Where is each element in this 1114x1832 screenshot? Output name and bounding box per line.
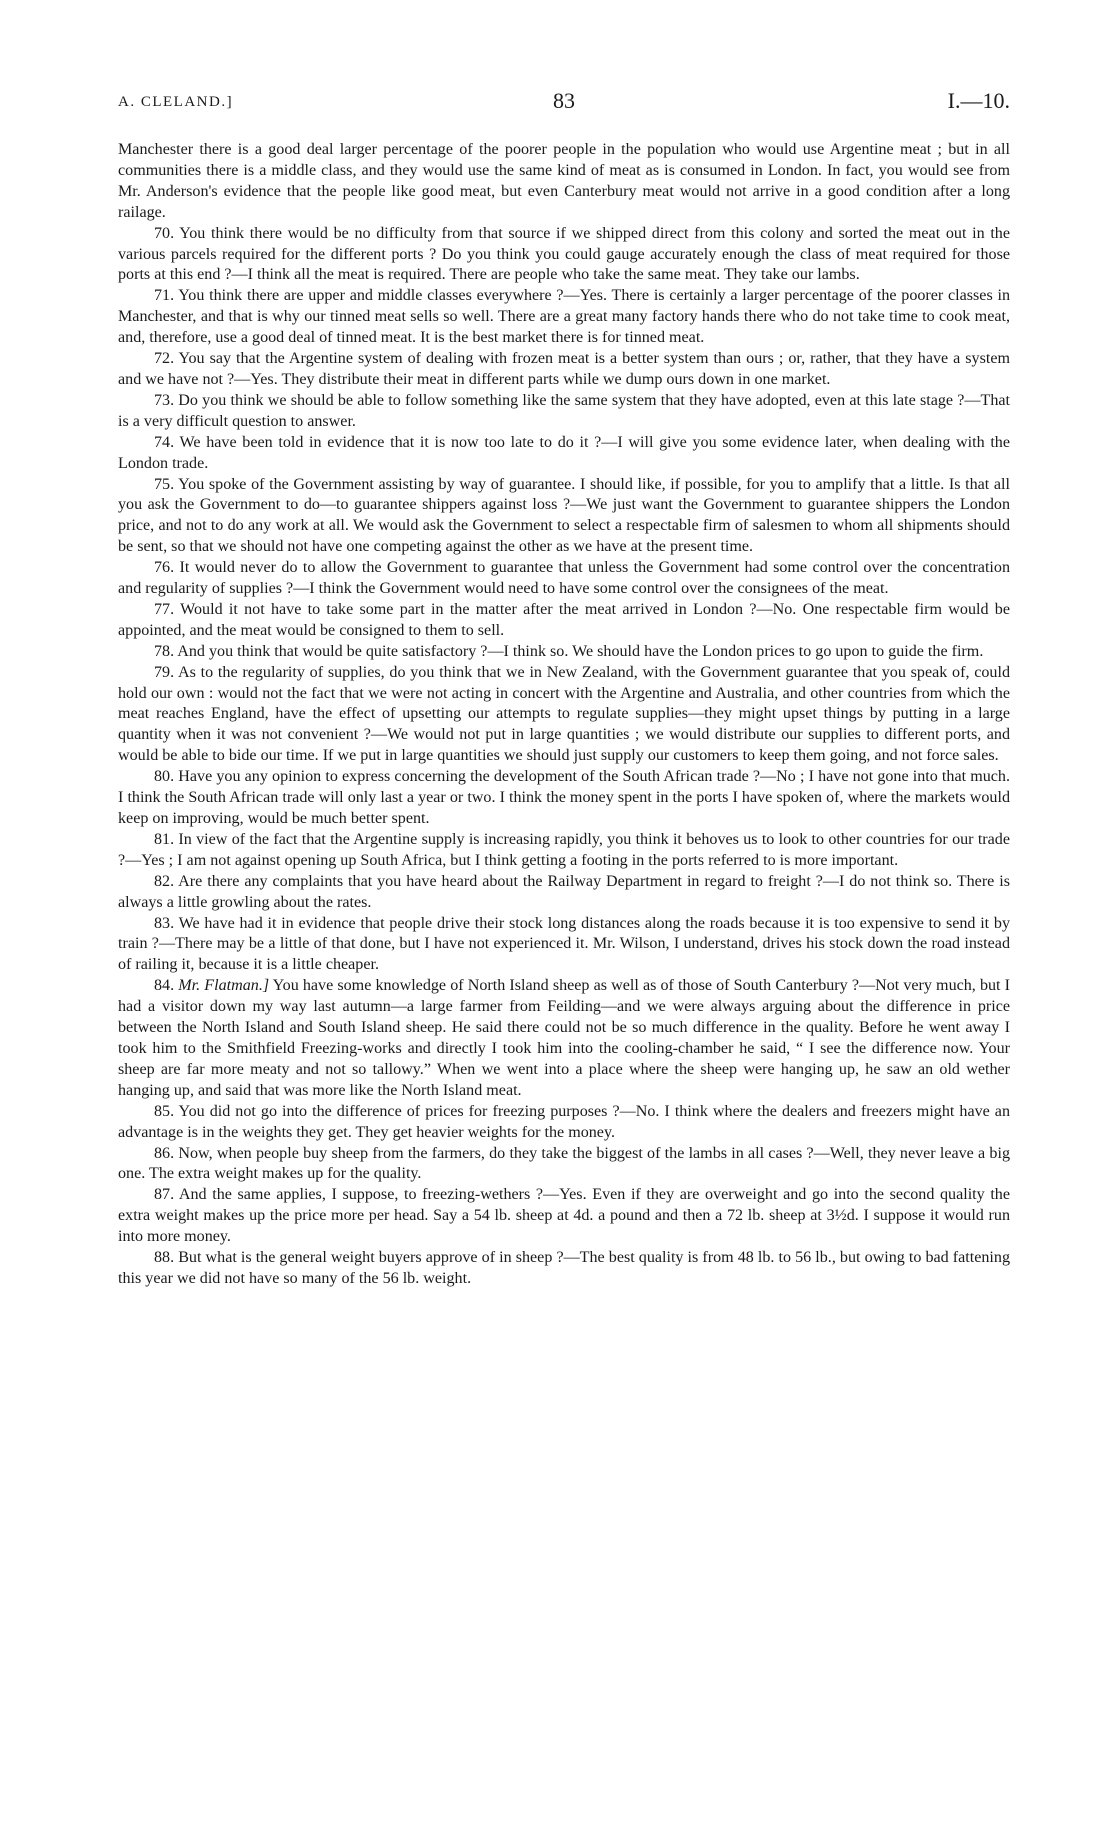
question-70: 70. You think there would be no difficulty from that source if we shipped direct from this colony and sorted the meat out in the various parcels required for the different ports ? Do you think you could gauge accurately enough the class of meat required for those ports at this end ?—I think all the meat is required. There are people who take the same meat. They take our lambs. xyxy=(118,224,1010,284)
question-75: 75. You spoke of the Government assisting by way of guarantee. I should like, if possible, for you to amplify that a little. Is that all you ask the Government to do—to guarantee shippers against loss ?—We just want the Government to guarantee shippers the London price, and not to do any work at all. We would ask the Government to select a respectable firm of salesmen to whom all shipments should be sent, so that we should not have one competing against the other as we have at the present time. xyxy=(118,475,1010,556)
question-83: 83. We have had it in evidence that people drive their stock long distances along the roads because it is too expensive to send it by train ?—There may be a little of that done, but I have not experienced it. Mr. Wilson, I understand, drives his stock down the road instead of railing it, because it is a little cheaper. xyxy=(118,914,1010,974)
question-77: 77. Would it not have to take some part in the matter after the meat arrived in London ?—No. One respectable firm would be appointed, and the meat would be consigned to them to sell. xyxy=(118,600,1010,639)
paper-reference: I.—10. xyxy=(947,88,1010,113)
question-72: 72. You say that the Argentine system of dealing with frozen meat is a better system than ours ; or, rather, that they have a system and we have not ?—Yes. They distribute their meat in different parts while we dump ours down in one market. xyxy=(118,350,1010,388)
question-86: 86. Now, when people buy sheep from the farmers, do they take the biggest of the lambs in all cases ?—Well, they never leave a big one. The extra weight makes up for the quality. xyxy=(118,1144,1010,1183)
page-header xyxy=(118,88,1010,118)
question-79: 79. As to the regularity of supplies, do you think that we in New Zealand, with the Government guarantee that you speak of, could hold our own : would not the fact that we were not acting in concert with the Argentine and Australia, and other countries from which the meat reaches England, have the effect of upsetting our attempts to regulate supplies—they might upset things by putting in a large quantity when it was not convenient ?—We would not put in large quantities ; we would distribute our supplies to different ports, and would be able to bide our time. If we put in large quantities we should just supply our customers to keep them going, and not force sales. xyxy=(118,663,1010,765)
question-80: 80. Have you any opinion to express concerning the development of the South African trade ?—No ; I have not gone into that much. I think the South African trade will only last a year or two. I think the money spent in the ports I have spoken of, where the markets would keep on improving, would be much better spent. xyxy=(118,768,1010,827)
question-85: 85. You did not go into the difference of prices for freezing purposes ?—No. I think where the dealers and freezers might have an advantage is in the weights they get. They get heavier weights for the money. xyxy=(118,1102,1010,1141)
page-body xyxy=(118,140,1010,1290)
question-74: 74. We have been told in evidence that it is now too late to do it ?—I will give you some evidence later, when dealing with the London trade. xyxy=(118,433,1010,472)
question-82: 82. Are there any complaints that you have heard about the Railway Department in regard to freight ?—I do not think so. There is always a little growling about the rates. xyxy=(118,872,1010,911)
question-87: 87. And the same applies, I suppose, to freezing-wethers ?—Yes. Even if they are overweight and go into the second quality the extra weight makes up the price more per head. Say a 54 lb. sheep at 4d. a pound and then a 72 lb. sheep at 3½d. I suppose it would run into more money. xyxy=(118,1186,1010,1246)
question-84-text: You have some knowledge of North Island sheep as well as of those of South Canterbury ?—Not very much, but I had a visitor down my way last autumn—a large farmer from Feilding—and we were always arguing about the difference in price between the North Island and South Island sheep. He said there could not be so much difference in the quality. Before he went away I took him to the Smithfield Freezing-works and directly I took him into the cooling-chamber he said, “ I see the difference now. Your sheep are far more meaty and not so tallowy.” When we went into a place where the sheep were hanging up, he saw an old wether hanging up, and said that was more like the North Island meat. xyxy=(118,977,1010,1099)
question-71: 71. You think there are upper and middle classes everywhere ?—Yes. There is certainly a larger percentage of the poorer classes in Manchester, and that is why our tinned meat sells so well. There are a great many factory hands there who do not take time to cook meat, and, therefore, use a good deal of tinned meat. It is the best market there is for tinned meat. xyxy=(118,287,1010,347)
paragraph-continued: Manchester there is a good deal larger percentage of the poorer people in the population who would use Argentine meat ; but in all communities there is a middle class, and they would use the same kind of meat as is consumed in London. In fact, you would see from Mr. Anderson's evidence that the people like good meat, but even Canterbury meat would not arrive in a good condition after a long railage. xyxy=(118,141,1010,221)
page-number: 83 xyxy=(553,88,575,113)
question-81: 81. In view of the fact that the Argentine supply is increasing rapidly, you think it behoves us to look to other countries for our trade ?—Yes ; I am not against opening up South Africa, but I think getting a footing in the ports referred to is more important. xyxy=(118,830,1010,869)
question-88: 88. But what is the general weight buyers approve of in sheep ?—The best quality is from 48 lb. to 56 lb., but owing to bad fattening this year we did not have so many of the 56 lb. weight. xyxy=(118,1249,1010,1287)
question-84 xyxy=(118,976,1010,1101)
question-73: 73. Do you think we should be able to follow something like the same system that they have adopted, even at this late stage ?—That is a very difficult question to answer. xyxy=(118,391,1010,430)
question-78: 78. And you think that would be quite satisfactory ?—I think so. We should have the London prices to go upon to guide the firm. xyxy=(154,642,984,660)
question-76: 76. It would never do to allow the Government to guarantee that unless the Government had some control over the concentration and regularity of supplies ?—I think the Government would need to have some control over the consignees of the meat. xyxy=(118,559,1010,598)
question-84-number: 84. xyxy=(154,977,179,995)
header-witness-name: A. CLELAND.] xyxy=(118,94,234,110)
speaker-name: Mr. Flatman.] xyxy=(178,977,270,995)
